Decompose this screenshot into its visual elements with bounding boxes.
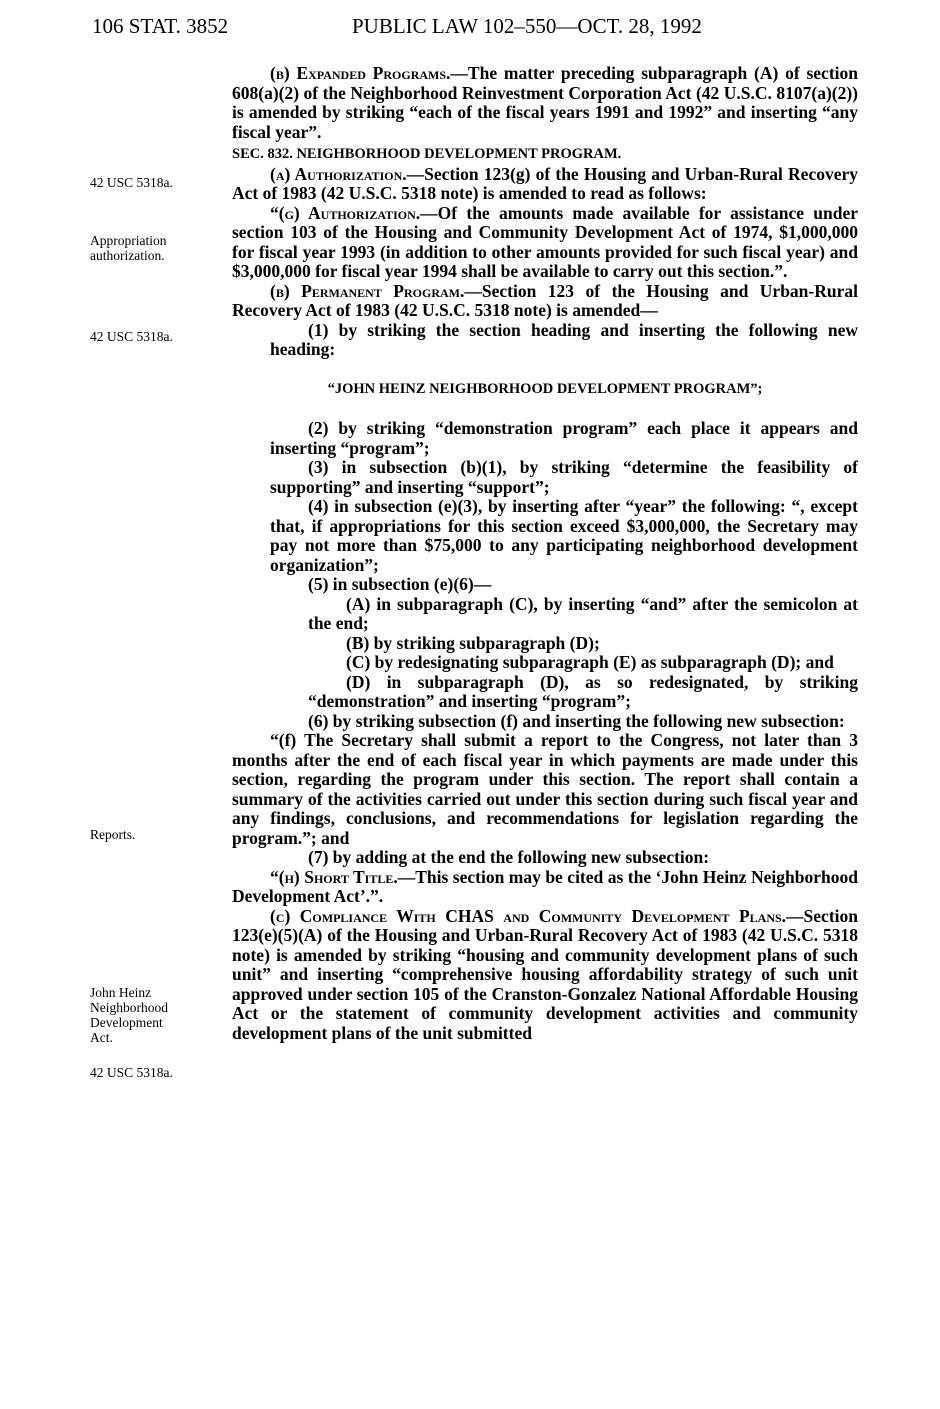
margin-note-reports: Reports.	[90, 827, 136, 842]
item-6: (6) by striking subsection (f) and inserting the following new subsection:	[308, 710, 845, 731]
margin-note-appropriation: Appropriation authorization.	[90, 233, 167, 263]
margin-note-usc: 42 USC 5318a.	[90, 329, 173, 344]
section-heading: SEC. 832. NEIGHBORHOOD DEVELOPMENT PROGRAM.	[232, 146, 622, 162]
subitem-c: (C) by redesignating subparagraph (E) as subparagraph (D); and	[346, 652, 834, 672]
margin-note-usc: 42 USC 5318a.	[90, 1065, 173, 1080]
margin-note-john-heinz: John Heinz Neighborhood Development Act.	[90, 985, 168, 1045]
paragraph-h-short-title: “(h) Short Title.—This section may be cited as the ‘John Heinz Neighborhood Development Act’.”.	[232, 866, 858, 906]
statute-body	[232, 64, 858, 1043]
paragraph-permanent-program: (b) Permanent Program.—Section 123 of the Housing and Urban-Rural Recovery Act of 1983 (42 U.S.C. 5318 note) is amended—	[232, 280, 858, 320]
paragraph-g-authorization: “(g) Authorization.—Of the amounts made available for assistance under section 103 of the Housing and Community Development Act of 1974, $1,000,000 for fiscal year 1993 (in addition to other amounts provided for such fiscal year) and $3,000,000 for fiscal year 1994 shall be available to carry out this section.”.	[232, 202, 858, 281]
subitem-b: (B) by striking subparagraph (D);	[346, 632, 600, 653]
page-header	[0, 14, 940, 44]
paragraph-expanded-programs: (b) Expanded Programs.—The matter preceding subparagraph (A) of section 608(a)(2) of the Neighborhood Reinvestment Corporation Act (42 U.S.C. 8107(a)(2)) is amended by striking “each of the fiscal years 1991 and 1992” and inserting “any fiscal year”.	[232, 63, 858, 142]
subitem-a: (A) in subparagraph (C), by inserting “and” after the semicolon at the end;	[308, 593, 858, 633]
paragraph-f-report: “(f) The Secretary shall submit a report to the Congress, not later than 3 months after the end of each fiscal year in which payments are made under this section, regarding the program under this section. The report shall contain a summary of the activities carried out under this section during such fiscal year and any findings, conclusions, and recommendations for legislation regarding the program.”; and	[232, 730, 858, 848]
item-4: (4) in subsection (e)(3), by inserting after “year” the following: “, except that, if appropriations for this section exceed $3,000,000, the Secretary may pay not more than $75,000 to any participating neighborhood development organization”;	[270, 496, 858, 575]
margin-note-usc: 42 USC 5318a.	[90, 175, 173, 190]
running-head: PUBLIC LAW 102–550—OCT. 28, 1992	[352, 14, 702, 38]
paragraph-authorization: (a) Authorization.—Section 123(g) of the Housing and Urban-Rural Recovery Act of 1983 (42 U.S.C. 5318 note) is amended to read as follows:	[232, 163, 858, 203]
stat-page-number: 106 STAT. 3852	[92, 14, 229, 38]
item-7: (7) by adding at the end the following new subsection:	[308, 847, 710, 867]
subitem-d: (D) in subparagraph (D), as so redesignated, by striking “demonstration” and inserting “program”;	[308, 671, 858, 711]
new-heading: “JOHN HEINZ NEIGHBORHOOD DEVELOPMENT PROGRAM”;	[327, 380, 763, 397]
paragraph-c-compliance: (c) Compliance With CHAS and Community Development Plans.—Section 123(e)(5)(A) of the Housing and Urban-Rural Recovery Act of 1983 (42 U.S.C. 5318 note) is amended by striking “housing and community development plans of such unit” and inserting “comprehensive housing affordability strategy of such unit approved under section 105 of the Cranston-Gonzalez National Affordable Housing Act or the statement of community development activities and community development plans of the unit submitted	[232, 905, 858, 1043]
item-1: (1) by striking the section heading and inserting the following new heading:	[270, 319, 858, 359]
item-5: (5) in subsection (e)(6)—	[308, 574, 492, 594]
item-2: (2) by striking “demonstration program” each place it appears and inserting “program”;	[270, 418, 858, 458]
item-3: (3) in subsection (b)(1), by striking “determine the feasibility of supporting” and inserting “support”;	[270, 457, 858, 497]
